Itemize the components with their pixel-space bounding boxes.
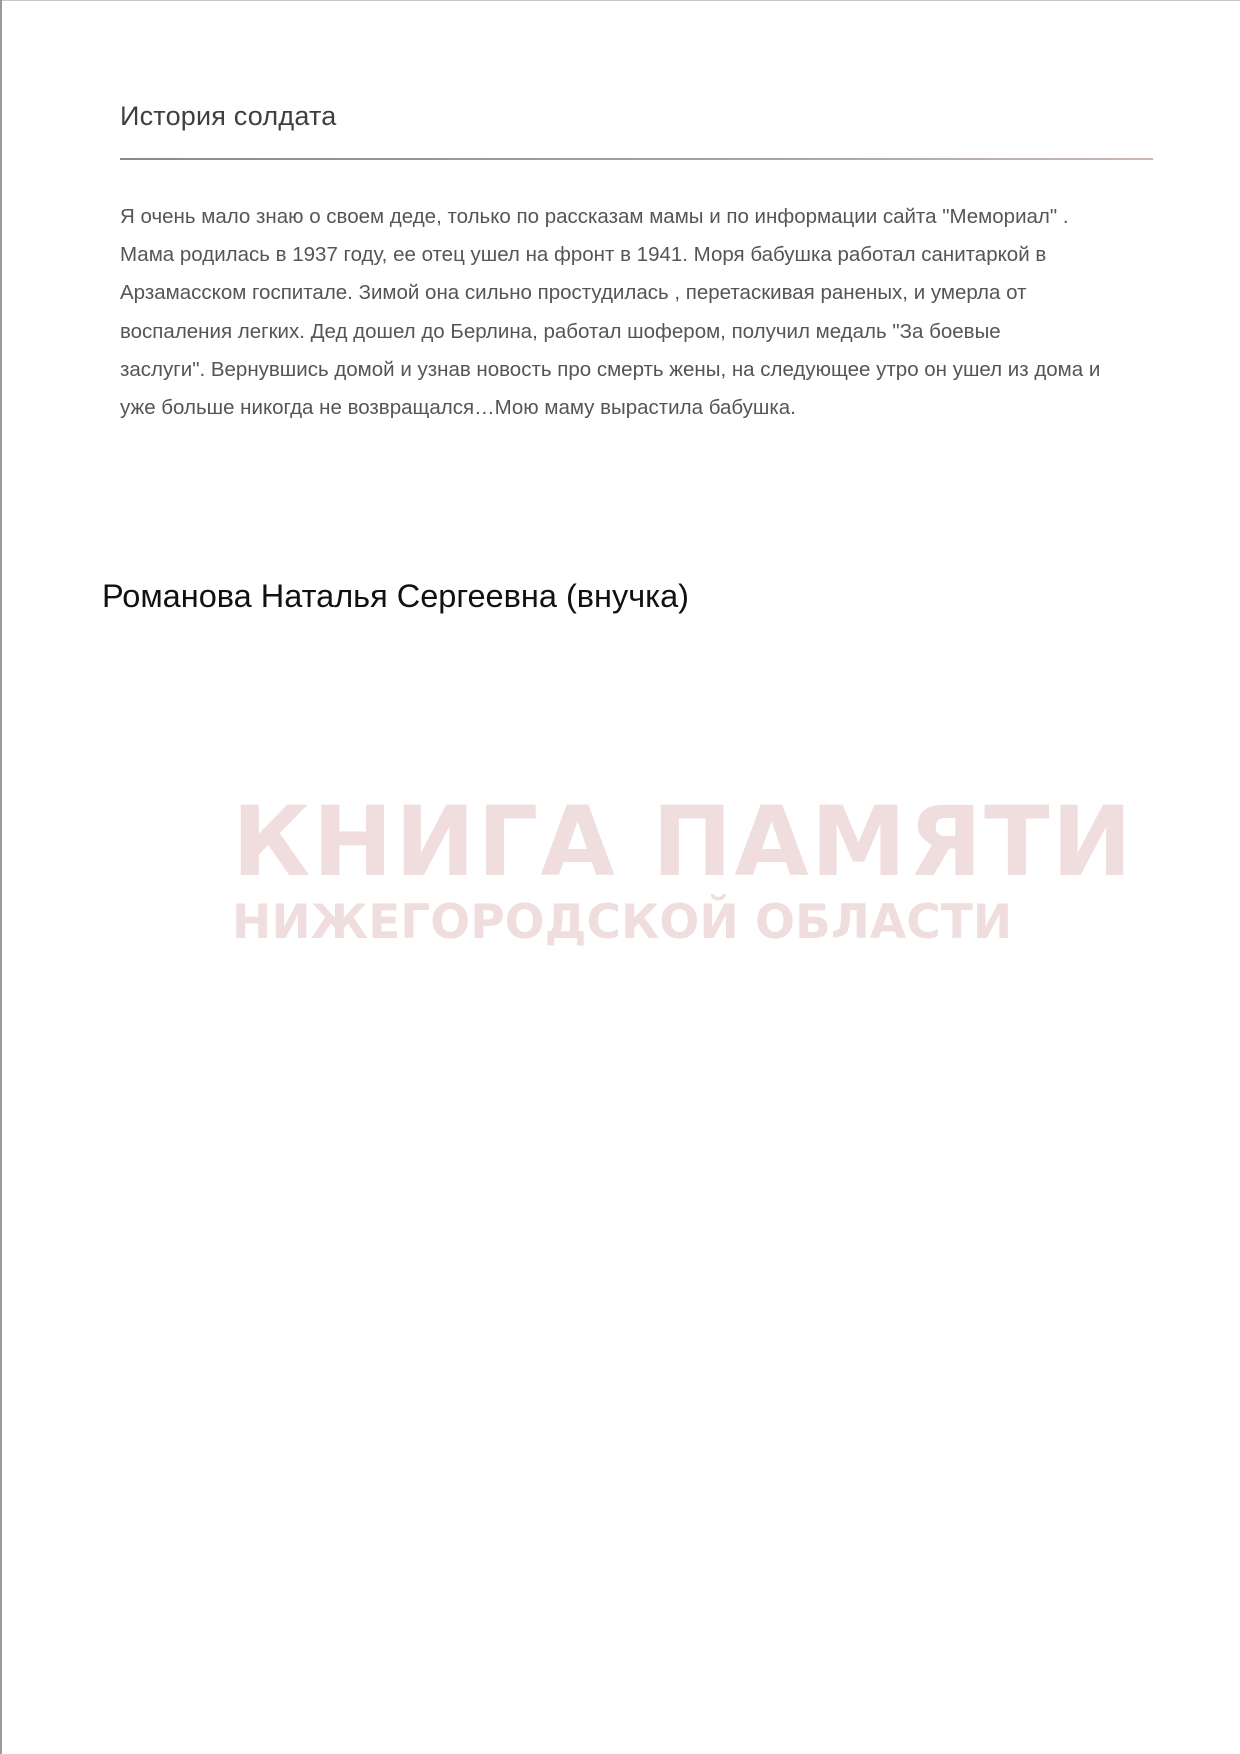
watermark-line-1: КНИГА ПАМЯТИ (232, 786, 1134, 898)
section-title: История солдата (120, 101, 337, 131)
page-left-border (0, 0, 2, 1754)
story-line: уже больше никогда не возвращался…Мою маму вырастила бабушка. (120, 396, 796, 420)
story-line: Я очень мало знаю о своем деде, только по рассказам мамы и по информации сайта "Мемориал" . (120, 205, 1069, 228)
memory-book-watermark (232, 786, 1134, 954)
author-signature: Романова Наталья Сергеевна (внучка) (102, 578, 689, 614)
story-line: воспаления легких. Дед дошел до Берлина, работал шофером, получил медаль "За боевые (120, 319, 1001, 343)
page-top-border (0, 0, 1240, 1)
soldier-story-section (120, 96, 1153, 427)
story-line: Арзамасском госпитале. Зимой она сильно простудилась , перетаскивая раненых, и умерла от (120, 281, 1027, 305)
title-divider (120, 158, 1153, 160)
watermark-line-2: НИЖЕГОРОДСКОЙ ОБЛАСТИ (232, 895, 1013, 950)
story-line: заслуги". Вернувшись домой и узнав новость про смерть жены, на следующее утро он ушел из дома и (120, 357, 1101, 381)
story-text (120, 198, 1153, 427)
story-line: Мама родилась в 1937 году, ее отец ушел на фронт в 1941. Моря бабушка работал санитаркой в (120, 243, 1047, 267)
